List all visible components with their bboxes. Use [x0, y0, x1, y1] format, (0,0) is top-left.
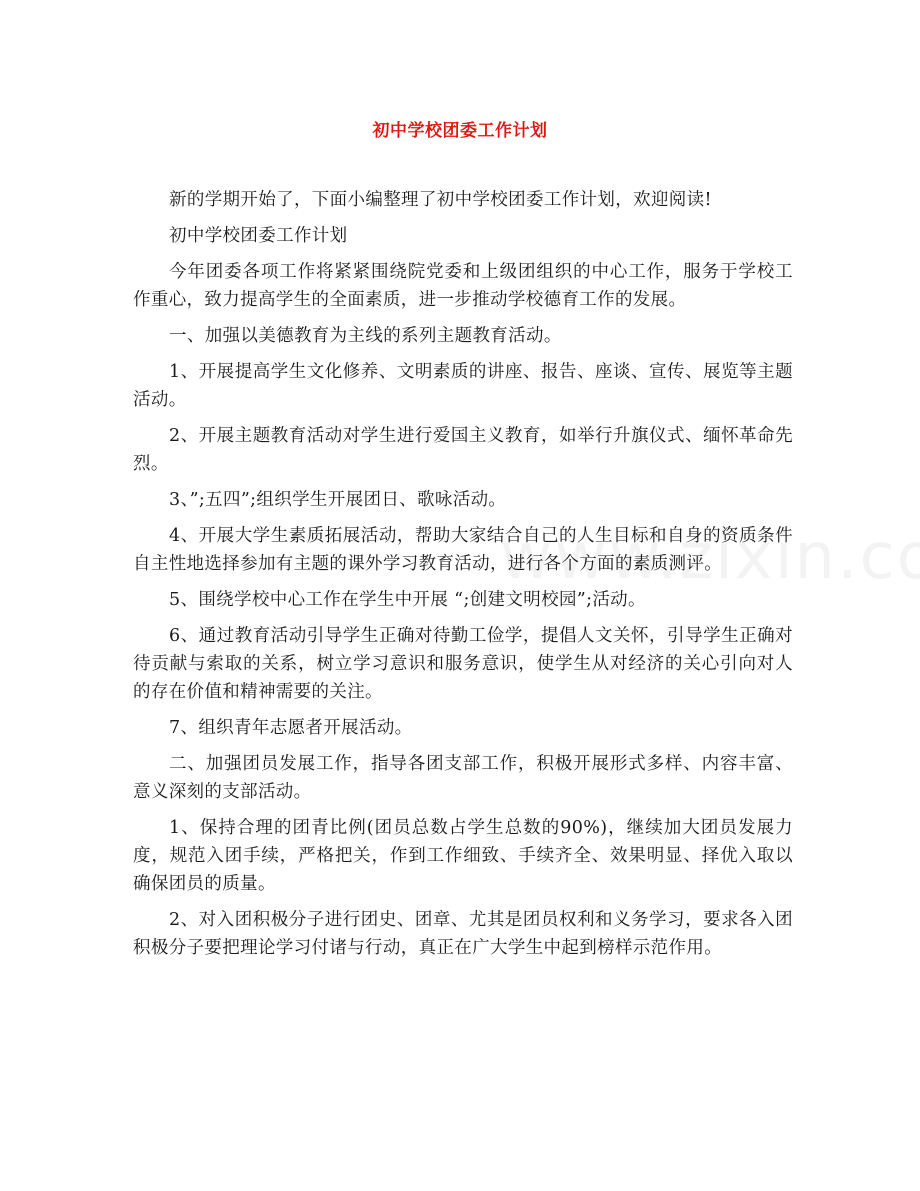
paragraph-item-1-6: 6、通过教育活动引导学生正确对待勤工俭学，提倡人文关怀，引导学生正确对待贡献与索取的关系，树立学习意识和服务意识，使学生从对经济的关心引向对人的存在价值和精神需要的关注。 [133, 626, 793, 702]
paragraph-item-1-5: 5、围绕学校中心工作在学生中开展 “;创建文明校园”;活动。 [169, 590, 646, 610]
section-heading-2: 二、加强团员发展工作，指导各团支部工作，积极开展形式多样、内容丰富、意义深刻的支部活动。 [133, 754, 793, 802]
paragraph-item-2-1: 1、保持合理的团青比例(团员总数占学生总数的90%)，继续加大团员发展力度，规范入团手续，严格把关，作到工作细致、手续齐全、效果明显、择优入取以确保团员的质量。 [133, 818, 793, 894]
paragraph-item-1-7: 7、组织青年志愿者开展活动。 [169, 718, 413, 738]
paragraph-item-1-2: 2、开展主题教育活动对学生进行爱国主义教育，如举行升旗仪式、缅怀革命先烈。 [133, 426, 793, 474]
paragraph-item-1-4: 4、开展大学生素质拓展活动，帮助大家结合自己的人生目标和自身的资质条件自主性地选择参加有主题的课外学习教育活动，进行各个方面的素质测评。 [133, 526, 793, 574]
paragraph-item-1-1: 1、开展提高学生文化修养、文明素质的讲座、报告、座谈、宣传、展览等主题活动。 [133, 362, 793, 410]
paragraph-subtitle: 初中学校团委工作计划 [169, 226, 348, 246]
paragraph-item-2-2: 2、对入团积极分子进行团史、团章、尤其是团员权利和义务学习，要求各入团积极分子要把理论学习付诸与行动，真正在广大学生中起到榜样示范作用。 [133, 910, 793, 958]
section-heading-1: 一、加强以美德教育为主线的系列主题教育活动。 [169, 326, 562, 346]
paragraph-intro: 新的学期开始了，下面小编整理了初中学校团委工作计划，欢迎阅读! [169, 190, 712, 210]
paragraph-overview: 今年团委各项工作将紧紧围绕院党委和上级团组织的中心工作，服务于学校工作重心，致力提高学生的全面素质，进一步推动学校德育工作的发展。 [133, 262, 793, 310]
document-body [133, 186, 793, 970]
paragraph-item-1-3: 3、”;五四”;组织学生开展团日、歌咏活动。 [169, 490, 507, 510]
document-title: 初中学校团委工作计划 [372, 121, 548, 141]
